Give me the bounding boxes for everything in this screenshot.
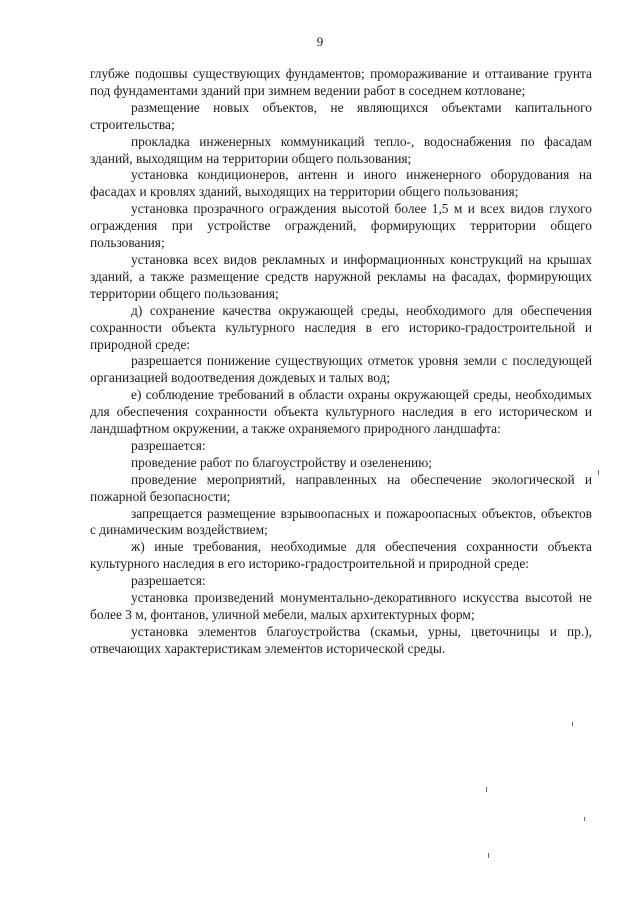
scan-speck	[488, 853, 489, 858]
paragraph: разрешается:	[131, 573, 206, 589]
document-body	[90, 66, 592, 658]
paragraph: прокладка инженерных коммуникаций тепло-, водоснабжения по фасадам зданий, выходящим на территории общего пользования;	[90, 133, 592, 166]
page-number: 9	[316, 34, 324, 49]
paragraph: разрешается понижение существующих отметок уровня земли с последующей организацией водоотведения дождевых и талых вод;	[90, 353, 592, 386]
paragraph: установка прозрачного ограждения высотой более 1,5 м и всех видов глухого ограждения при устройстве ограждений, формирующих территории общего пользования;	[90, 201, 592, 251]
paragraph: е) соблюдение требований в области охраны окружающей среды, необходимых для обеспечения сохранности объекта культурного наследия в его историческом и ландшафтном окружении, а также охраняемого природного ландшафта:	[90, 387, 592, 437]
scan-speck	[584, 817, 585, 821]
paragraph: установка кондиционеров, антенн и иного инженерного оборудования на фасадах и кровлях зданий, выходящих на территории общего пользования;	[90, 167, 592, 200]
paragraph: ж) иные требования, необходимые для обеспечения сохранности объекта культурного наследия в его историко-градостроительной и природной среде:	[90, 539, 592, 572]
paragraph: запрещается размещение взрывоопасных и пожароопасных объектов, объектов с динамическим воздействием;	[90, 505, 592, 538]
paragraph: установка всех видов рекламных и информационных конструкций на крышах зданий, а также размещение средств наружной рекламы на фасадах, формирующих территории общего пользования;	[90, 251, 592, 301]
paragraph: д) сохранение качества окружающей среды, необходимого для обеспечения сохранности объекта культурного наследия в его историко-градостроительной и природной среде:	[90, 302, 592, 352]
paragraph: проведение мероприятий, направленных на обеспечение экологической и пожарной безопасности;	[90, 471, 592, 504]
paragraph: установка элементов благоустройства (скамьи, урны, цветочницы и пр.), отвечающих характеристикам элементов исторической среды.	[90, 623, 592, 656]
paragraph: разрешается:	[131, 437, 206, 453]
scan-speck	[572, 722, 573, 726]
scan-speck	[598, 470, 599, 475]
paragraph: глубже подошвы существующих фундаментов; промораживание и оттаивание грунта под фундаментами зданий при зимнем ведении работ в соседнем котловане;	[90, 66, 592, 98]
paragraph: проведение работ по благоустройству и озеленению;	[131, 454, 432, 470]
paragraph: размещение новых объектов, не являющихся объектами капитального строительства;	[90, 99, 592, 132]
paragraph: установка произведений монументально-декоративного искусства высотой не более 3 м, фонтанов, уличной мебели, малых архитектурных форм;	[90, 590, 592, 622]
scan-speck	[486, 787, 487, 792]
